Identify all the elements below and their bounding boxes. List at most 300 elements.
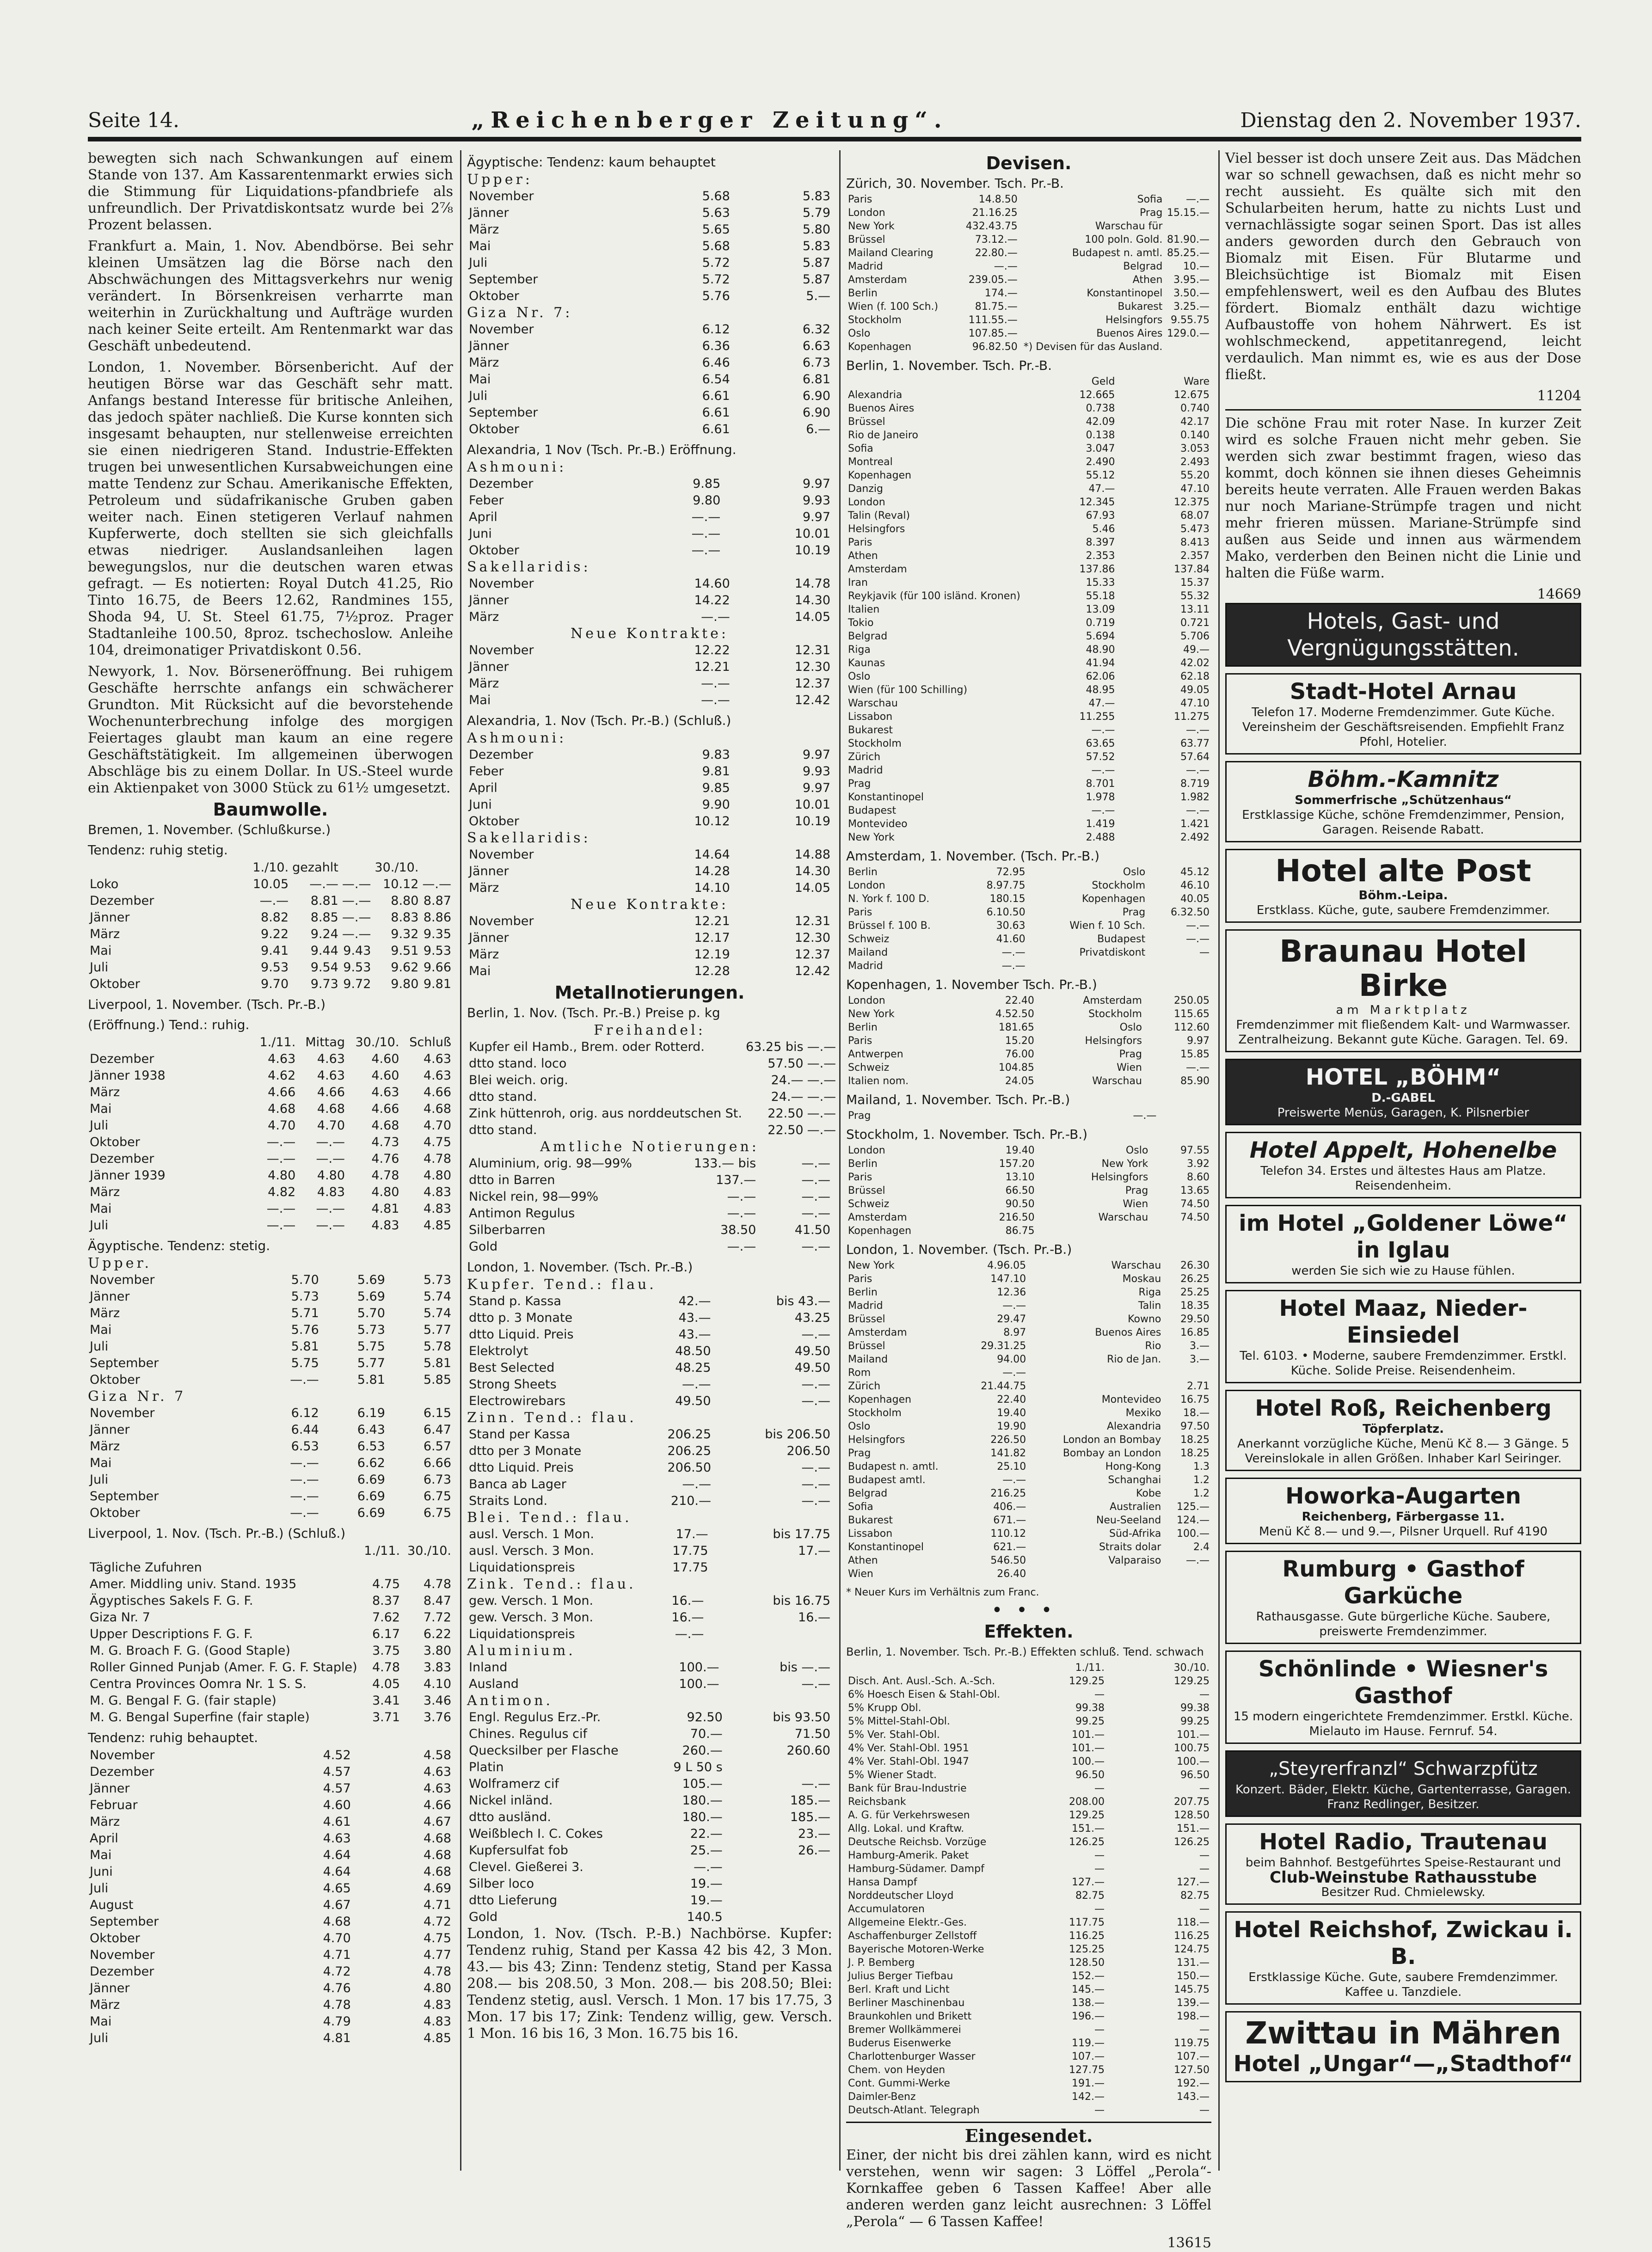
table-row [88,1609,453,1626]
london-metals-heading: London, 1. November. (Tsch. Pr.-B.) [467,1259,693,1275]
row-value: 6.10.50 [986,907,1026,918]
ad-boehm [1225,1059,1581,1125]
row-value: 12.19 [694,947,730,962]
row-value: — [1094,2105,1105,2116]
row-value [725,1876,832,1892]
row-label: September [469,405,538,420]
column-header: gezahlt [292,860,338,875]
table-row [846,1929,1211,1943]
table-row [846,603,1211,616]
row-value: 14.28 [694,864,730,878]
boehm-text: Preiswerte Menüs, Garagen, K. Pilsnerbier [1277,1106,1529,1120]
row-value: 116.25 [1069,1930,1105,1942]
row-value: 112.60 [1174,1022,1210,1033]
row-value: Kopenhagen [1082,893,1146,905]
frankfurt-report: Frankfurt a. Main, 1. Nov. Abendbörse. Bei sehr kleinen Umsätzen lag die Börse nach den Abschwächungen des Mittagsverkehrs nur wenig verändert. In Börsenkreisen verharrte man weiterhin in Zurückhaltung und Aufträge wurden nach keiner Seite erteilt. Am Rentenmarkt war das Geschäft unbedeutend. [88,238,453,354]
row-value: Rio de Jan. [1107,1354,1161,1365]
row-value: 2.493 [1180,456,1210,468]
row-value: Bukarest [1118,301,1163,313]
table-row [467,255,832,271]
row-value: 3.50.— [1173,288,1210,299]
row-label: Ausland [469,1677,519,1691]
row-label: Athen [848,550,878,562]
section-title-cotton: Baumwolle. [213,799,328,820]
row-value: 99.25 [1180,1716,1210,1727]
row-value: 5.68 [702,189,730,203]
row-label: dtto per 3 Monate [469,1444,582,1458]
row-label: Zürich [848,751,881,763]
table-row [467,1609,832,1626]
table-row [846,1326,1211,1339]
row-label: Mai [469,239,491,253]
row-label: Oktober [469,814,519,828]
table-row [846,1889,1211,1902]
row-value: 12.21 [694,914,730,928]
row-value: 70.— [690,1727,723,1741]
row-label: Ägyptisches Sakels F. G. F. [90,1594,253,1608]
table-row [846,327,1211,340]
row-label: März [90,1439,120,1454]
table-row [88,1272,453,1289]
table-row [846,2090,1211,2104]
table-row [846,697,1211,710]
row-label: Kupfersulfat fob [469,1843,568,1858]
table-row [846,1007,1211,1021]
table-row [846,1171,1211,1184]
liverpool-heading: Liverpool, 1. November. (Tsch. Pr.-B.) [88,997,326,1012]
row-value: 14.60 [694,577,730,591]
table-row [467,1239,832,1255]
table-row [846,1876,1211,1889]
row-value: 6.53 [291,1439,319,1454]
row-value: 6.66 [423,1456,451,1470]
row-label: Jänner [469,864,509,878]
table-row [88,1472,453,1488]
row-value: 7.62 [372,1610,400,1625]
row-label: Mai [90,2014,112,2029]
row-value: 4.63 [423,1765,451,1779]
row-value: 5.71 [291,1306,319,1320]
row-value: 124.75 [1174,1944,1210,1955]
row-value: 4.68 [268,1102,296,1116]
row-value: 9.72 [343,977,371,991]
row-label: London [848,207,885,219]
row-value: 26.— [798,1843,830,1858]
row-value: 126.25 [1174,1836,1210,1848]
column-divider [839,150,841,2171]
table-row [846,509,1211,522]
row-label: Juni [90,1865,113,1879]
row-label: Talin (Reval) [848,510,910,522]
table-row [467,221,832,238]
row-label: Aschaffenburger Zellstoff [848,1930,977,1942]
table-row [467,576,832,592]
row-value: 21.44.75 [981,1381,1026,1392]
table-row [846,817,1211,831]
row-value: —.— [727,1240,756,1254]
row-label: New York [848,221,895,232]
row-label: Hamburg-Amerik. Paket [848,1850,969,1861]
row-value: 4.63 [317,1068,345,1083]
row-value: 101.— [1072,1743,1105,1754]
table-row [846,1782,1211,1795]
row-value: 43.— [678,1327,711,1342]
ad-maaz [1225,1290,1581,1383]
row-label: Dezember [90,1964,154,1979]
row-value: 16.75 [1180,1394,1210,1405]
row-value: 49.— [1183,644,1210,656]
ad-rumburg [1225,1551,1581,1644]
table-row [846,1487,1211,1500]
row-value: 8.37 [372,1594,400,1608]
row-label: Mailand [848,947,888,958]
table-row [467,1460,832,1476]
row-label: November [469,847,534,862]
row-label: Paris [848,907,872,918]
row-value: 198.— [1177,2011,1210,2022]
row-value: 17.— [798,1544,830,1558]
row-value: —.— [1186,1555,1210,1566]
row-label: Brüssel f. 100 B. [848,920,931,932]
zwittau-title: Zwittau in Mähren [1245,2015,1561,2051]
row-value: —.— [801,1677,830,1691]
row-value: 4.05 [372,1677,400,1691]
ross-title: Hotel Roß, Reichenberg [1255,1395,1552,1421]
row-value: 119.75 [1174,2037,1210,2049]
row-label: Bremer Wollkämmerei [848,2024,961,2036]
row-value: 5.87 [802,256,830,270]
zurich-heading: Zürich, 30. November. Tsch. Pr.-B. [846,176,1064,191]
row-value: 127.50 [1174,2064,1210,2076]
row-value: —.— [1091,805,1115,816]
row-label: N. York f. 100 D. [848,893,930,905]
row-value: 4.75 [423,1135,451,1149]
row-value: 9.55.75 [1171,314,1210,326]
row-value: 12.22 [694,643,730,657]
liverpool-table-2 [88,1543,453,1726]
row-value: —.— [691,527,721,541]
row-label: Liquidationspreis [469,1560,575,1575]
row-value: 12.21 [694,660,730,674]
milan-heading: Mailand, 1. November. Tsch. Pr.-B.) [846,1092,1070,1107]
row-value: 140.5 [687,1910,723,1924]
ad-reichshof [1225,1911,1581,2005]
row-value: 9.80 [391,977,419,991]
table-row [846,1286,1211,1299]
table-row [467,1476,832,1493]
row-label: Juni [469,527,492,541]
row-value: 74.50 [1180,1198,1210,1210]
row-value: 19.— [690,1893,723,1908]
row-value: 208.00 [1069,1796,1105,1808]
table-row [846,1074,1211,1088]
row-value: Wien [1117,1062,1142,1074]
row-value: 9 L 50 s [673,1760,723,1774]
sakellaridis-table-2 [467,847,832,896]
london-after-hours: London, 1. Nov. (Tsch. P.-B.) Nachbörse. Kupfer: Tendenz ruhig, Stand per Kassa 42 bis 42, 3 Mon. 43.— bis 43; Zinn: Tendenz stetig, Stand per Kassa 208.— bis 208.50, 3 Mon. 208.— bis 208.50; Blei: Tendenz stetig, ausl. Versch. 1 Mon. 17 bis 17.75, 3 Mon. 17 bis 17; Zink: Tendenz willig, gew. Versch. 1 Mon. 16 bis 16, 3 Mon. 16.75 bis 16. [467,1926,832,2042]
row-value: — [1199,947,1210,958]
row-value: 13.65 [1180,1185,1210,1197]
row-value: bis 16.75 [773,1594,830,1608]
row-value: — [1199,1783,1210,1794]
row-value: 96.50 [1180,1769,1210,1781]
row-label: 5% Mittel-Stahl-Obl. [848,1716,950,1727]
row-label: Jänner 1938 [90,1068,166,1083]
antimony-label: Antimon. [467,1693,553,1709]
row-value: 9.90 [702,798,730,812]
row-value: 4.70 [423,1118,451,1133]
row-value: 4.76 [371,1152,399,1166]
row-label: Accumulatoren [848,1903,925,1915]
row-value: Helsingfors [1085,1035,1142,1047]
new-contracts-table [467,642,832,709]
table-row [467,1055,838,1072]
row-value: 85.25.— [1167,247,1210,259]
table-row [846,1406,1211,1420]
table-row [467,930,832,946]
row-value: Prag [1122,907,1146,918]
ad-ross [1225,1390,1581,1471]
row-label: Mai [90,1202,112,1216]
column-header: 1./10. [252,860,289,875]
row-value [402,1559,453,1576]
row-value: 8.701 [1086,778,1115,790]
table-row [846,777,1211,791]
row-label: Berl. Kraft und Licht [848,1984,950,1995]
table-row [846,1768,1211,1782]
row-value: 8.87 [423,894,451,908]
row-value: 6.81 [802,372,830,387]
row-value: 4.63 [423,1781,451,1796]
london-fx-heading: London, 1. November. (Tsch. Pr.-B.) [846,1242,1072,1257]
row-value: 100 poln. Gold. [1085,234,1163,245]
bremen-heading: Bremen, 1. November. (Schlußkurse.) [88,822,331,837]
row-value: 14.30 [794,593,830,607]
row-value: 10.12 [694,814,730,828]
row-value: 49.50 [794,1361,830,1375]
row-label: New York [848,1008,895,1020]
table-row [846,1353,1211,1366]
row-label: Konstantinopel [848,1541,924,1553]
row-value: 12.30 [794,931,830,945]
table-row [846,906,1211,919]
row-label: Amsterdam [848,274,907,286]
table-row [467,1293,832,1310]
row-value: 24.05 [1005,1075,1034,1087]
table-row [846,1380,1211,1393]
table-row [88,893,453,909]
table-row [846,1822,1211,1835]
row-value: 62.06 [1086,671,1115,682]
giza-label-2: Giza Nr. 7: [467,305,573,321]
row-label: Juli [469,256,488,270]
table-row [846,865,1211,879]
row-value: 4.63 [268,1052,296,1066]
row-label: Juli [90,1339,109,1354]
ad-iglau [1225,1205,1581,1283]
table-row [88,1184,453,1201]
new-contracts-label: Neue Kontrakte: [571,626,729,642]
row-value: 14.30 [794,864,830,878]
column-header [846,375,1022,388]
table-row [846,630,1211,643]
row-value: 68.07 [1180,510,1210,522]
table-row [846,1943,1211,1956]
table-row [467,1709,832,1726]
upper-label-2: Upper: [467,172,533,188]
row-value: Sofia [1137,194,1163,205]
row-value: 100.— [679,1660,719,1675]
row-value: 6.90 [802,405,830,420]
row-value: —.— [1002,1300,1026,1312]
new-contracts-table-2 [467,913,832,980]
row-label: gew. Versch. 1 Mon. [469,1594,594,1608]
ashmouni-table [467,476,832,559]
table-row [846,724,1211,737]
table-row [846,246,1211,260]
table-row [88,959,453,976]
row-label: Dezember [469,748,534,762]
table-header-row [88,859,453,876]
table-row [88,1201,453,1217]
row-label: Cont. Gummi-Werke [848,2078,950,2089]
row-value: 42.— [678,1294,711,1308]
row-label: Allg. Lokal. und Kraftw. [848,1823,964,1835]
row-label: ausl. Versch. 3 Mon. [469,1544,594,1558]
row-label: Kopenhagen [848,1225,912,1237]
row-value: 42.02 [1180,657,1210,669]
row-value: Riga [1138,1287,1161,1298]
row-value: —.— [801,1327,830,1342]
row-value: 4.66 [371,1102,399,1116]
table-row [88,1847,453,1864]
row-value: —.— [807,1073,836,1087]
amsterdam-heading: Amsterdam, 1. November. (Tsch. Pr.-B.) [846,848,1100,864]
radio-owner: Besitzer Rud. Chmielewsky. [1321,1885,1486,1899]
row-value: bis 43.— [776,1294,830,1308]
row-label: Oktober [90,1506,140,1520]
header-rule [88,137,1581,141]
row-value: —.— [1186,194,1210,205]
row-value [359,1559,402,1576]
london-fx-note: * Neuer Kurs im Verhältnis zum Franc. [846,1587,1039,1598]
row-value: 137.84 [1174,564,1210,575]
row-value: 3.75 [372,1644,400,1658]
row-value: 6.17 [372,1627,400,1641]
row-label: 6% Hoesch Eisen & Stahl-Obl. [848,1689,1001,1700]
row-label: Kaunas [848,657,885,669]
row-value: bis —.— [780,1660,830,1675]
row-value: 5.46 [1092,523,1115,535]
row-value: 6.62 [357,1456,385,1470]
column-header: Geld [1091,376,1115,387]
row-value: 6.36 [702,339,730,353]
row-value: 85.90 [1180,1075,1210,1087]
row-value: 101.— [1072,1729,1105,1741]
section-title-currencies: Devisen. [986,153,1072,173]
row-value: 4.73 [371,1135,399,1149]
row-value: 48.25 [675,1361,711,1375]
row-value: —.— [682,1477,712,1491]
row-value: 4.60 [371,1068,399,1083]
amsterdam-table [846,865,1211,973]
row-label: Oktober [469,543,519,558]
table-row [846,2063,1211,2077]
table-row [467,675,832,692]
row-value: 4.66 [317,1085,345,1099]
table-row [467,692,832,709]
row-value: 63.25 bis [745,1040,804,1054]
row-value: 17.75 [672,1544,708,1558]
table-row [846,1742,1211,1755]
row-value: 12.36 [997,1287,1026,1298]
row-value: 4.96.05 [987,1260,1026,1271]
row-value: 9.53 [343,960,371,975]
row-value: 3.053 [1180,443,1210,454]
free-trade-label: Freihandel: [594,1022,706,1038]
row-value: — [1094,1863,1105,1875]
row-value: 81.75.— [975,301,1018,313]
row-label: London [848,497,885,508]
ad-schoenlinde [1225,1651,1581,1744]
table-row [846,1970,1211,1983]
row-value [706,1626,832,1643]
row-label: Juli [90,1473,109,1487]
row-value: 133.— bis [694,1156,756,1171]
row-value: 49.50 [675,1394,711,1408]
table-row [467,509,832,526]
row-label: New York [848,832,895,843]
row-label: Mai [90,1848,112,1862]
row-value [1163,1366,1211,1380]
row-value: 0.138 [1086,430,1115,441]
row-label: Brüssel [848,1340,885,1352]
row-value: 8.82 [261,910,289,925]
row-value: —.— [701,676,730,691]
row-value: 0.738 [1086,403,1115,414]
table-row [846,300,1211,313]
row-value: 15.15.— [1167,207,1210,219]
row-label: Mailand [848,1354,888,1365]
table-row [88,1134,453,1151]
row-label: Mailand Clearing [848,247,933,259]
row-value: 147.10 [990,1273,1026,1285]
row-value: 145.— [1072,1984,1105,1995]
row-label: Mai [469,693,491,707]
row-value: 99.38 [1075,1702,1105,1714]
table-row [846,1567,1211,1581]
table-row [88,1372,453,1388]
row-label: Mai [469,964,491,978]
row-value: 4.83 [423,2014,451,2029]
row-label: M. G. Bengal Superfine (fair staple) [90,1710,310,1724]
row-value: 4.83 [423,1202,451,1216]
row-value: 14.22 [694,593,730,607]
row-value: 18.— [1183,1407,1210,1419]
newspaper-title: „Reichenberger Zeitung“. [471,107,948,133]
row-label: Konstantinopel [848,792,924,803]
row-label: Riga [848,644,871,656]
row-label: Prag [848,778,871,790]
steyrer-text: Konzert. Bäder, Elektr. Küche, Gartenterrasse, Garagen. Franz Redlinger, Besitzer. [1235,1783,1571,1811]
table-row [467,405,832,421]
zwittau-sub: Hotel „Ungar“—„Stadthof“ [1233,2051,1573,2077]
row-value: 4.60 [371,1052,399,1066]
row-label: Jänner [90,1981,130,1995]
table-row [846,455,1211,469]
table-row [467,1593,832,1609]
row-value: 16.85 [1180,1327,1210,1338]
